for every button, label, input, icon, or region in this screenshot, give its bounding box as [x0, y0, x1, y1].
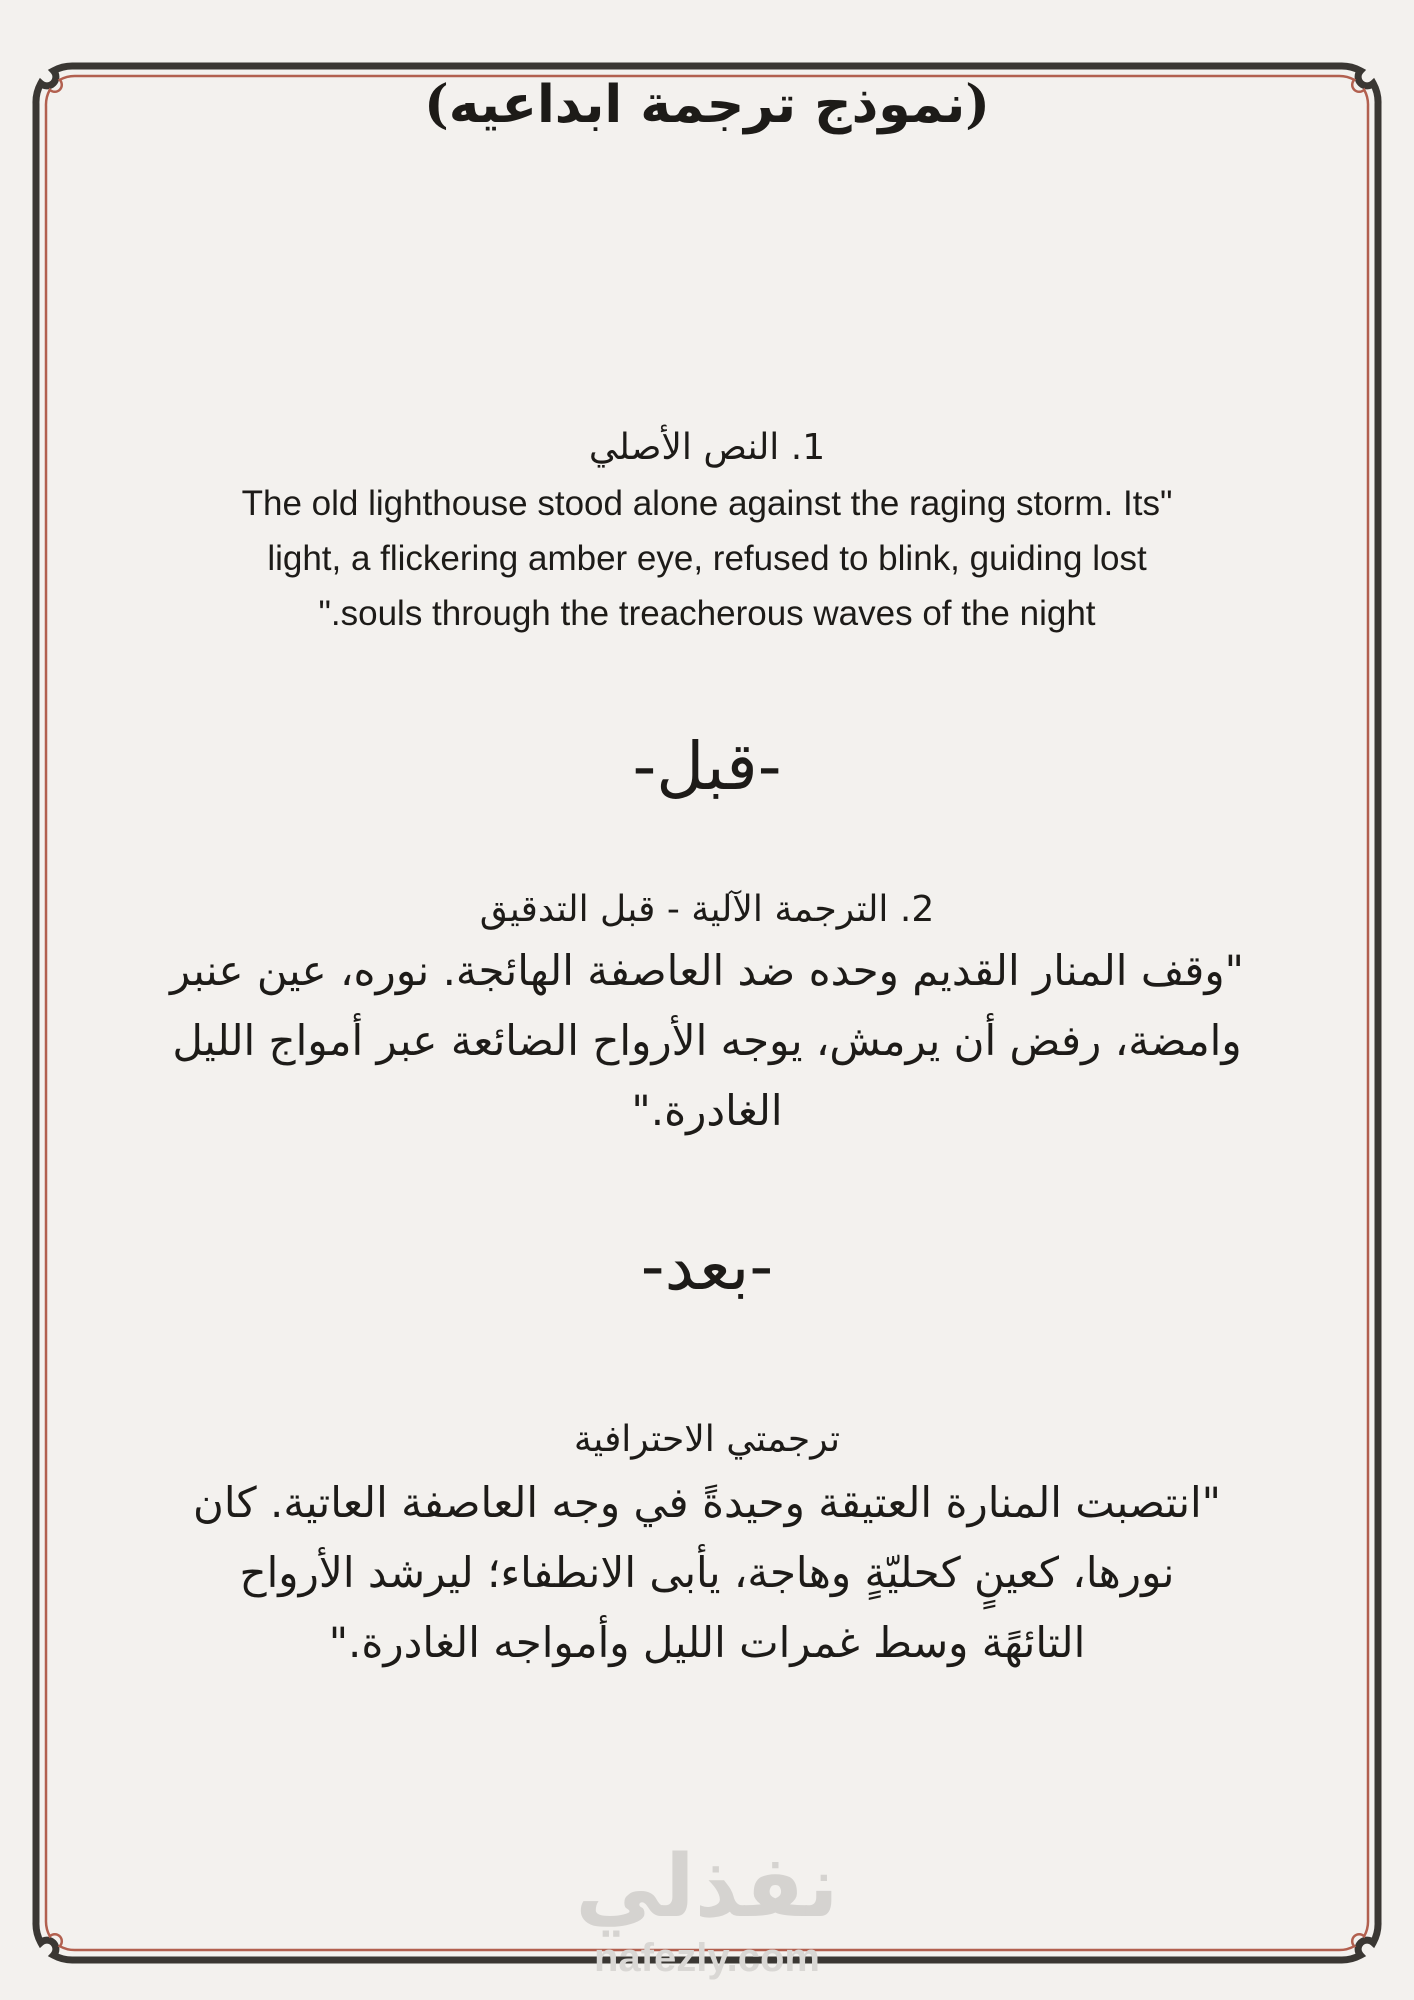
professional-translation-line: "انتصبت المنارة العتيقة وحيدةً في وجه العاصفة العاتية. كان [193, 1478, 1221, 1527]
professional-translation-paragraph [0, 1468, 1414, 1678]
before-divider: -قبل- [632, 728, 782, 805]
professional-translation-line: نورها، كعينٍ كحليّةٍ وهاجة، يأبى الانطفاء؛ ليرشد الأرواح [239, 1548, 1175, 1597]
nafezly-logo: نفذلي [575, 1837, 839, 1937]
original-text-line: light, a flickering amber eye, refused to blink, guiding lost [267, 539, 1147, 578]
machine-translation-line: وامضة، رفض أن يرمش، يوجه الأرواح الضائعة عبر أمواج الليل [172, 1016, 1242, 1065]
original-section-heading: 1. النص الأصلي [588, 427, 826, 468]
professional-section-heading: ترجمتي الاحترافية [573, 1419, 841, 1460]
after-divider: -بعد- [640, 1228, 774, 1305]
machine-section-heading: 2. الترجمة الآلية - قبل التدقيق [479, 889, 935, 930]
page-title: (نموذج ترجمة ابداعيه) [424, 74, 990, 135]
original-text-line: "The old lighthouse stood alone against the raging storm. Its [241, 484, 1173, 523]
professional-translation-line: التائهًة وسط غمرات الليل وأمواجه الغادرة." [328, 1618, 1086, 1667]
machine-translation-paragraph [0, 936, 1414, 1146]
original-text-paragraph [0, 476, 1414, 641]
machine-translation-line: "وقف المنار القديم وحده ضد العاصفة الهائجة. نوره، عين عنبر [170, 946, 1244, 995]
watermark-domain: nafezly.com [594, 1936, 820, 1980]
original-text-line: souls through the treacherous waves of the night." [318, 594, 1096, 633]
machine-translation-line: الغادرة." [631, 1086, 783, 1135]
